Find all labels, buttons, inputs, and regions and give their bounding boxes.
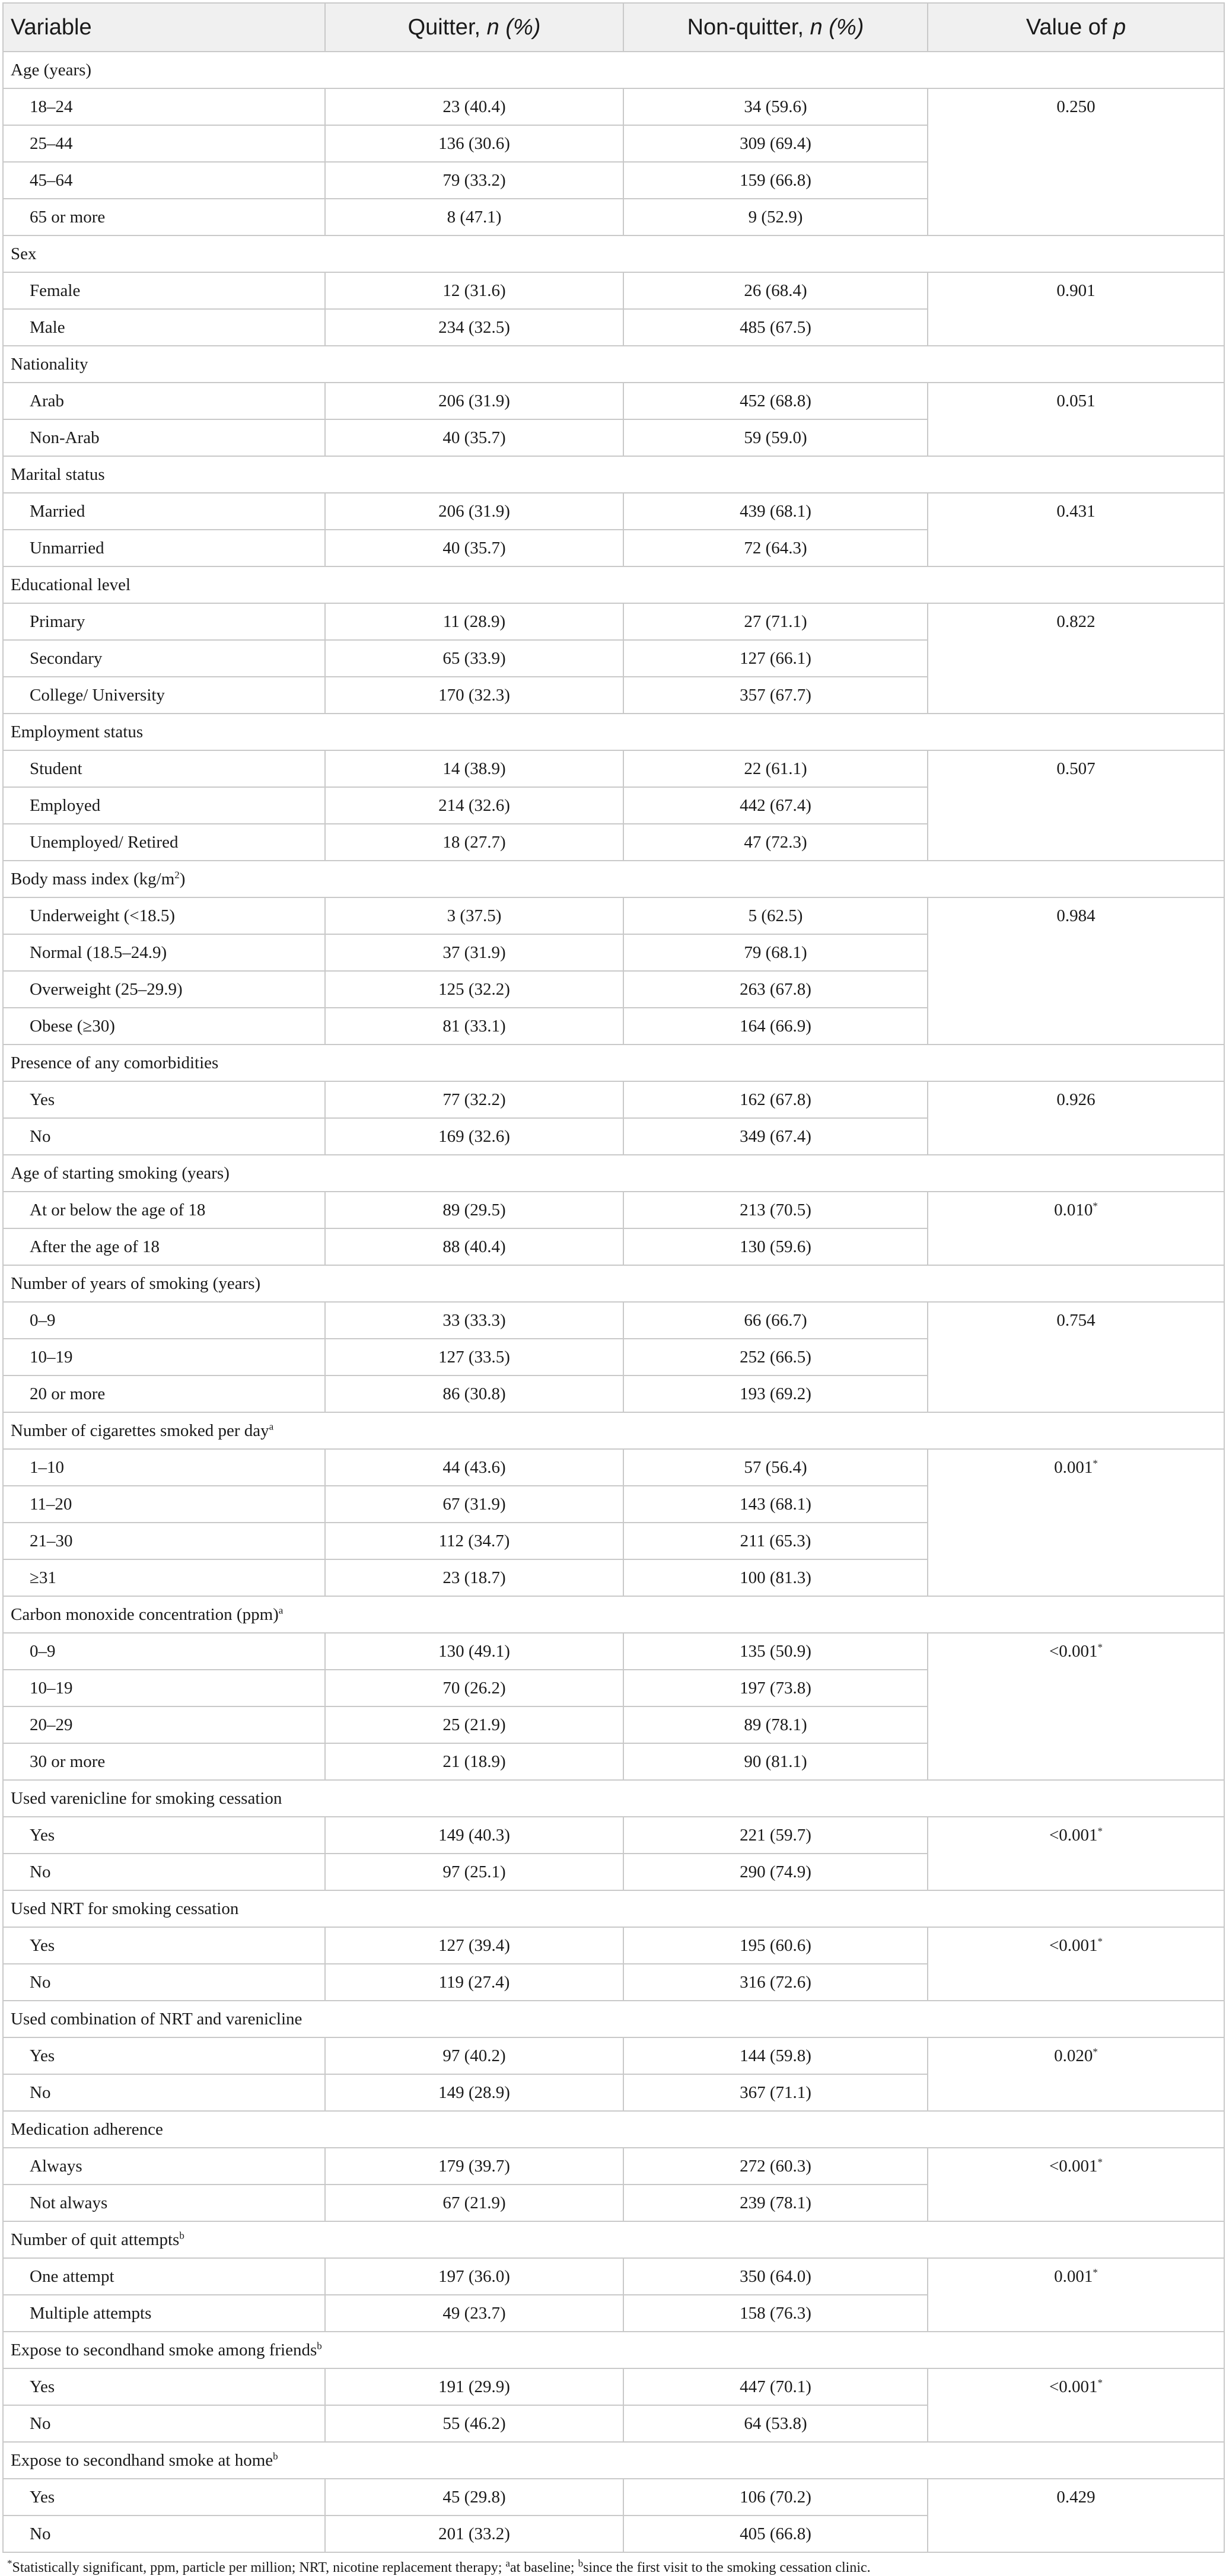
- group-title-text: Used NRT for smoking cessation: [11, 1899, 239, 1918]
- nonquitter-value: 72 (64.3): [623, 530, 928, 566]
- row-label: 45–64: [3, 162, 325, 199]
- row-label: Female: [3, 272, 325, 309]
- group-title-text: Educational level: [11, 575, 131, 594]
- group-header-row: [3, 861, 1224, 897]
- p-value-text: 0.507: [1056, 759, 1096, 778]
- row-label: One attempt: [3, 2258, 325, 2295]
- nonquitter-value: 59 (59.0): [623, 419, 928, 456]
- nonquitter-value: 100 (81.3): [623, 1559, 928, 1596]
- p-value-text: 0.429: [1056, 2488, 1096, 2507]
- header-quitter-label: Quitter,: [407, 14, 487, 40]
- p-value: [928, 2479, 1224, 2552]
- nonquitter-value: 164 (66.9): [623, 1008, 928, 1045]
- group-title: [3, 52, 1224, 88]
- group-footnote-marker: b: [273, 2450, 278, 2462]
- group-header-row: [3, 456, 1224, 493]
- group-title: [3, 1265, 1224, 1302]
- row-label: Student: [3, 750, 325, 787]
- p-value-text: 0.051: [1056, 391, 1096, 410]
- quitter-value: 23 (18.7): [325, 1559, 623, 1596]
- p-value-text: <0.001: [1049, 2157, 1098, 2176]
- group-footnote-marker: a: [269, 1420, 274, 1432]
- header-variable: Variable: [3, 3, 325, 52]
- nonquitter-value: 195 (60.6): [623, 1927, 928, 1964]
- p-value-text: <0.001: [1049, 1642, 1098, 1661]
- nonquitter-value: 159 (66.8): [623, 162, 928, 199]
- quitter-value: 89 (29.5): [325, 1192, 623, 1228]
- row-label: 18–24: [3, 88, 325, 125]
- row-label: 10–19: [3, 1670, 325, 1706]
- quitter-value: 234 (32.5): [325, 309, 623, 346]
- nonquitter-value: 239 (78.1): [623, 2185, 928, 2221]
- group-title-text: Expose to secondhand smoke among friends: [11, 2340, 317, 2360]
- p-value: [928, 897, 1224, 1045]
- group-title: [3, 1596, 1224, 1633]
- group-title: [3, 2332, 1224, 2368]
- nonquitter-value: 34 (59.6): [623, 88, 928, 125]
- quitter-value: 23 (40.4): [325, 88, 623, 125]
- nonquitter-value: 79 (68.1): [623, 934, 928, 971]
- group-title: [3, 1412, 1224, 1449]
- p-value-text: 0.250: [1056, 97, 1096, 116]
- nonquitter-value: 367 (71.1): [623, 2074, 928, 2111]
- quitter-value: 130 (49.1): [325, 1633, 623, 1670]
- row-label: Secondary: [3, 640, 325, 677]
- p-value-text: 0.001: [1054, 2267, 1093, 2286]
- quitter-value: 11 (28.9): [325, 603, 623, 640]
- p-value-text: 0.984: [1056, 906, 1096, 925]
- group-header-row: [3, 2442, 1224, 2479]
- quitter-value: 97 (40.2): [325, 2037, 623, 2074]
- quitter-value: 97 (25.1): [325, 1854, 623, 1890]
- p-value: [928, 88, 1224, 235]
- nonquitter-value: 64 (53.8): [623, 2405, 928, 2442]
- p-value-text: <0.001: [1049, 1826, 1098, 1845]
- significance-marker: *: [1093, 1200, 1098, 1212]
- quitter-value: 37 (31.9): [325, 934, 623, 971]
- p-value: [928, 2368, 1224, 2442]
- group-title: [3, 1890, 1224, 1927]
- header-quitter: [325, 3, 623, 52]
- quitter-value: 49 (23.7): [325, 2295, 623, 2332]
- header-row: [3, 3, 1224, 52]
- row-label: 30 or more: [3, 1743, 325, 1780]
- table-row: [3, 1817, 1224, 1854]
- quitter-value: 33 (33.3): [325, 1302, 623, 1339]
- group-title: [3, 2111, 1224, 2148]
- nonquitter-value: 350 (64.0): [623, 2258, 928, 2295]
- group-title: [3, 456, 1224, 493]
- table-row: [3, 1633, 1224, 1670]
- row-label: Not always: [3, 2185, 325, 2221]
- nonquitter-value: 485 (67.5): [623, 309, 928, 346]
- group-header-row: [3, 1155, 1224, 1192]
- group-title-text: Employment status: [11, 722, 144, 741]
- significance-marker: *: [1093, 2266, 1098, 2278]
- header-pvalue-label: Value of: [1026, 14, 1114, 40]
- p-value: [928, 1192, 1224, 1265]
- quitter-value: 214 (32.6): [325, 787, 623, 824]
- header-nonquitter-n: n (%): [810, 14, 864, 40]
- p-value: [928, 493, 1224, 566]
- group-header-row: [3, 1265, 1224, 1302]
- quitter-value: 44 (43.6): [325, 1449, 623, 1486]
- row-label: No: [3, 1964, 325, 2001]
- p-value: [928, 1449, 1224, 1596]
- table-body: [3, 52, 1224, 2552]
- group-title-text: Number of quit attempts: [11, 2230, 180, 2249]
- quitter-value: 127 (39.4): [325, 1927, 623, 1964]
- group-header-row: [3, 235, 1224, 272]
- row-label: At or below the age of 18: [3, 1192, 325, 1228]
- group-title-text: Body mass index (kg/m: [11, 869, 175, 889]
- table-row: [3, 1192, 1224, 1228]
- quitter-value: 40 (35.7): [325, 419, 623, 456]
- p-value: [928, 2258, 1224, 2332]
- row-label: Yes: [3, 1817, 325, 1854]
- nonquitter-value: 27 (71.1): [623, 603, 928, 640]
- row-label: Obese (≥30): [3, 1008, 325, 1045]
- row-label: Always: [3, 2148, 325, 2185]
- quitter-value: 125 (32.2): [325, 971, 623, 1008]
- nonquitter-value: 47 (72.3): [623, 824, 928, 861]
- quitter-value: 18 (27.7): [325, 824, 623, 861]
- row-label: Arab: [3, 383, 325, 419]
- row-label: No: [3, 2515, 325, 2552]
- row-label: Primary: [3, 603, 325, 640]
- table-row: [3, 603, 1224, 640]
- table-container: [2, 2, 1224, 2576]
- group-title-text: Marital status: [11, 464, 105, 484]
- quitter-value: 77 (32.2): [325, 1081, 623, 1118]
- header-nonquitter-label: Non-quitter,: [687, 14, 810, 40]
- nonquitter-value: 66 (66.7): [623, 1302, 928, 1339]
- p-value: [928, 2037, 1224, 2111]
- nonquitter-value: 144 (59.8): [623, 2037, 928, 2074]
- nonquitter-value: 135 (50.9): [623, 1633, 928, 1670]
- p-value-text: 0.926: [1056, 1090, 1096, 1109]
- row-label: ≥31: [3, 1559, 325, 1596]
- p-value-text: 0.754: [1056, 1311, 1096, 1330]
- p-value: [928, 1927, 1224, 2001]
- row-label: 1–10: [3, 1449, 325, 1486]
- row-label: No: [3, 1854, 325, 1890]
- quitter-value: 65 (33.9): [325, 640, 623, 677]
- group-header-row: [3, 1412, 1224, 1449]
- row-label: Unmarried: [3, 530, 325, 566]
- nonquitter-value: 22 (61.1): [623, 750, 928, 787]
- group-title: [3, 1780, 1224, 1817]
- nonquitter-value: 130 (59.6): [623, 1228, 928, 1265]
- group-footnote-marker: b: [179, 2229, 184, 2241]
- group-title: [3, 346, 1224, 383]
- row-label: Yes: [3, 1081, 325, 1118]
- nonquitter-value: 357 (67.7): [623, 677, 928, 714]
- group-header-row: [3, 1890, 1224, 1927]
- significance-marker: *: [1097, 1825, 1103, 1837]
- group-title: [3, 1155, 1224, 1192]
- quitter-value: 14 (38.9): [325, 750, 623, 787]
- footnote-a-text: at baseline;: [509, 2560, 578, 2575]
- group-title: [3, 566, 1224, 603]
- group-header-row: [3, 2111, 1224, 2148]
- quitter-value: 3 (37.5): [325, 897, 623, 934]
- p-value-text: 0.431: [1056, 502, 1096, 521]
- group-header-row: [3, 2221, 1224, 2258]
- group-header-row: [3, 1045, 1224, 1081]
- results-table: [2, 2, 1225, 2553]
- table-row: [3, 272, 1224, 309]
- p-value: [928, 1081, 1224, 1155]
- row-label: Unemployed/ Retired: [3, 824, 325, 861]
- group-title-text: Presence of any comorbidities: [11, 1053, 219, 1072]
- table-row: [3, 2148, 1224, 2185]
- nonquitter-value: 9 (52.9): [623, 199, 928, 235]
- header-quitter-n: n (%): [486, 14, 541, 40]
- group-header-row: [3, 52, 1224, 88]
- table-row: [3, 88, 1224, 125]
- p-value: [928, 2148, 1224, 2221]
- row-label: 65 or more: [3, 199, 325, 235]
- quitter-value: 88 (40.4): [325, 1228, 623, 1265]
- nonquitter-value: 405 (66.8): [623, 2515, 928, 2552]
- quitter-value: 197 (36.0): [325, 2258, 623, 2295]
- significance-marker: *: [1093, 1457, 1098, 1469]
- row-label: No: [3, 2405, 325, 2442]
- p-value: [928, 383, 1224, 456]
- footnote-b-text: since the first visit to the smoking cessation clinic.: [583, 2560, 871, 2575]
- nonquitter-value: 127 (66.1): [623, 640, 928, 677]
- table-row: [3, 493, 1224, 530]
- significance-marker: *: [1097, 1935, 1103, 1947]
- group-header-row: [3, 346, 1224, 383]
- quitter-value: 45 (29.8): [325, 2479, 623, 2515]
- table-row: [3, 1302, 1224, 1339]
- table-row: [3, 383, 1224, 419]
- significance-marker: *: [1097, 2377, 1103, 2389]
- nonquitter-value: 309 (69.4): [623, 125, 928, 162]
- group-title-text: Number of years of smoking (years): [11, 1273, 261, 1293]
- group-header-row: [3, 1596, 1224, 1633]
- footnote-star-sup: *: [7, 2558, 12, 2569]
- group-title-text: Age (years): [11, 60, 92, 79]
- p-value: [928, 272, 1224, 346]
- table-row: [3, 750, 1224, 787]
- footnote-b-sup: b: [578, 2558, 584, 2569]
- nonquitter-value: 452 (68.8): [623, 383, 928, 419]
- row-label: Overweight (25–29.9): [3, 971, 325, 1008]
- header-p-italic: p: [1113, 14, 1126, 40]
- quitter-value: 206 (31.9): [325, 493, 623, 530]
- nonquitter-value: 263 (67.8): [623, 971, 928, 1008]
- significance-marker: *: [1093, 2046, 1098, 2058]
- row-label: 20 or more: [3, 1375, 325, 1412]
- quitter-value: 201 (33.2): [325, 2515, 623, 2552]
- group-title-text: Expose to secondhand smoke at home: [11, 2450, 273, 2470]
- row-label: Employed: [3, 787, 325, 824]
- group-title-text: Used varenicline for smoking cessation: [11, 1788, 282, 1808]
- row-label: College/ University: [3, 677, 325, 714]
- group-header-row: [3, 2332, 1224, 2368]
- nonquitter-value: 106 (70.2): [623, 2479, 928, 2515]
- row-label: After the age of 18: [3, 1228, 325, 1265]
- p-value-text: <0.001: [1049, 1936, 1098, 1955]
- quitter-value: 67 (31.9): [325, 1486, 623, 1523]
- row-label: 10–19: [3, 1339, 325, 1375]
- header-pvalue: [928, 3, 1224, 52]
- group-title-text: Number of cigarettes smoked per day: [11, 1421, 269, 1440]
- group-header-row: [3, 2001, 1224, 2037]
- group-title: [3, 2221, 1224, 2258]
- p-value-text: 0.901: [1056, 281, 1096, 300]
- row-label: 20–29: [3, 1706, 325, 1743]
- quitter-value: 70 (26.2): [325, 1670, 623, 1706]
- nonquitter-value: 57 (56.4): [623, 1449, 928, 1486]
- nonquitter-value: 349 (67.4): [623, 1118, 928, 1155]
- p-value: [928, 603, 1224, 714]
- row-label: Non-Arab: [3, 419, 325, 456]
- nonquitter-value: 252 (66.5): [623, 1339, 928, 1375]
- table-footnote: [2, 2553, 1224, 2576]
- quitter-value: 206 (31.9): [325, 383, 623, 419]
- quitter-value: 149 (40.3): [325, 1817, 623, 1854]
- quitter-value: 12 (31.6): [325, 272, 623, 309]
- row-label: Normal (18.5–24.9): [3, 934, 325, 971]
- nonquitter-value: 316 (72.6): [623, 1964, 928, 2001]
- row-label: Multiple attempts: [3, 2295, 325, 2332]
- table-row: [3, 1081, 1224, 1118]
- row-label: No: [3, 2074, 325, 2111]
- nonquitter-value: 193 (69.2): [623, 1375, 928, 1412]
- quitter-value: 119 (27.4): [325, 1964, 623, 2001]
- table-row: [3, 2258, 1224, 2295]
- significance-marker: *: [1097, 2156, 1103, 2168]
- nonquitter-value: 90 (81.1): [623, 1743, 928, 1780]
- nonquitter-value: 447 (70.1): [623, 2368, 928, 2405]
- row-label: Male: [3, 309, 325, 346]
- quitter-value: 55 (46.2): [325, 2405, 623, 2442]
- row-label: No: [3, 1118, 325, 1155]
- group-header-row: [3, 1780, 1224, 1817]
- nonquitter-value: 162 (67.8): [623, 1081, 928, 1118]
- quitter-value: 79 (33.2): [325, 162, 623, 199]
- quitter-value: 112 (34.7): [325, 1523, 623, 1559]
- group-title-text: Age of starting smoking (years): [11, 1163, 230, 1183]
- nonquitter-value: 272 (60.3): [623, 2148, 928, 2185]
- table-row: [3, 1927, 1224, 1964]
- group-title: [3, 714, 1224, 750]
- p-value: [928, 750, 1224, 861]
- nonquitter-value: 5 (62.5): [623, 897, 928, 934]
- row-label: Yes: [3, 2479, 325, 2515]
- nonquitter-value: 89 (78.1): [623, 1706, 928, 1743]
- quitter-value: 21 (18.9): [325, 1743, 623, 1780]
- group-title-text: Carbon monoxide concentration (ppm): [11, 1604, 279, 1624]
- quitter-value: 67 (21.9): [325, 2185, 623, 2221]
- nonquitter-value: 158 (76.3): [623, 2295, 928, 2332]
- quitter-value: 149 (28.9): [325, 2074, 623, 2111]
- p-value: [928, 1633, 1224, 1780]
- group-footnote-marker: b: [317, 2339, 322, 2351]
- row-label: Married: [3, 493, 325, 530]
- significance-marker: *: [1097, 1641, 1103, 1653]
- p-value-text: <0.001: [1049, 2377, 1098, 2396]
- footnote-star-text: Statistically significant, ppm, particle per million; NRT, nicotine replacement therapy;: [12, 2560, 506, 2575]
- group-title-text: Sex: [11, 244, 37, 263]
- row-label: 11–20: [3, 1486, 325, 1523]
- group-title: [3, 1045, 1224, 1081]
- group-title-end: ): [179, 869, 186, 889]
- footnote-a-sup: a: [505, 2558, 510, 2569]
- nonquitter-value: 211 (65.3): [623, 1523, 928, 1559]
- p-value: [928, 1302, 1224, 1412]
- row-label: Yes: [3, 2037, 325, 2074]
- group-header-row: [3, 566, 1224, 603]
- quitter-value: 127 (33.5): [325, 1339, 623, 1375]
- quitter-value: 8 (47.1): [325, 199, 623, 235]
- quitter-value: 25 (21.9): [325, 1706, 623, 1743]
- table-row: [3, 897, 1224, 934]
- nonquitter-value: 143 (68.1): [623, 1486, 928, 1523]
- row-label: 0–9: [3, 1633, 325, 1670]
- row-label: Underweight (<18.5): [3, 897, 325, 934]
- row-label: Yes: [3, 1927, 325, 1964]
- quitter-value: 170 (32.3): [325, 677, 623, 714]
- quitter-value: 191 (29.9): [325, 2368, 623, 2405]
- table-row: [3, 2368, 1224, 2405]
- group-title: [3, 2001, 1224, 2037]
- row-label: 0–9: [3, 1302, 325, 1339]
- quitter-value: 40 (35.7): [325, 530, 623, 566]
- group-header-row: [3, 714, 1224, 750]
- p-value-text: 0.001: [1054, 1458, 1093, 1477]
- row-label: 21–30: [3, 1523, 325, 1559]
- nonquitter-value: 442 (67.4): [623, 787, 928, 824]
- p-value-text: 0.010: [1054, 1201, 1093, 1219]
- nonquitter-value: 213 (70.5): [623, 1192, 928, 1228]
- table-row: [3, 2479, 1224, 2515]
- quitter-value: 179 (39.7): [325, 2148, 623, 2185]
- group-title: [3, 2442, 1224, 2479]
- group-title: [3, 235, 1224, 272]
- nonquitter-value: 221 (59.7): [623, 1817, 928, 1854]
- quitter-value: 81 (33.1): [325, 1008, 623, 1045]
- quitter-value: 169 (32.6): [325, 1118, 623, 1155]
- group-title-unit-sup: 2: [174, 868, 180, 880]
- p-value: [928, 1817, 1224, 1890]
- table-row: [3, 1449, 1224, 1486]
- row-label: 25–44: [3, 125, 325, 162]
- header-nonquitter: [623, 3, 928, 52]
- group-footnote-marker: a: [278, 1604, 284, 1616]
- p-value-text: 0.020: [1054, 2046, 1093, 2065]
- group-title-text: Nationality: [11, 354, 88, 374]
- group-title-text: Used combination of NRT and varenicline: [11, 2009, 302, 2029]
- quitter-value: 136 (30.6): [325, 125, 623, 162]
- nonquitter-value: 26 (68.4): [623, 272, 928, 309]
- nonquitter-value: 197 (73.8): [623, 1670, 928, 1706]
- p-value-text: 0.822: [1056, 612, 1096, 631]
- group-title-text: Medication adherence: [11, 2119, 163, 2139]
- row-label: Yes: [3, 2368, 325, 2405]
- quitter-value: 86 (30.8): [325, 1375, 623, 1412]
- nonquitter-value: 439 (68.1): [623, 493, 928, 530]
- table-row: [3, 2037, 1224, 2074]
- group-title: [3, 861, 1224, 897]
- nonquitter-value: 290 (74.9): [623, 1854, 928, 1890]
